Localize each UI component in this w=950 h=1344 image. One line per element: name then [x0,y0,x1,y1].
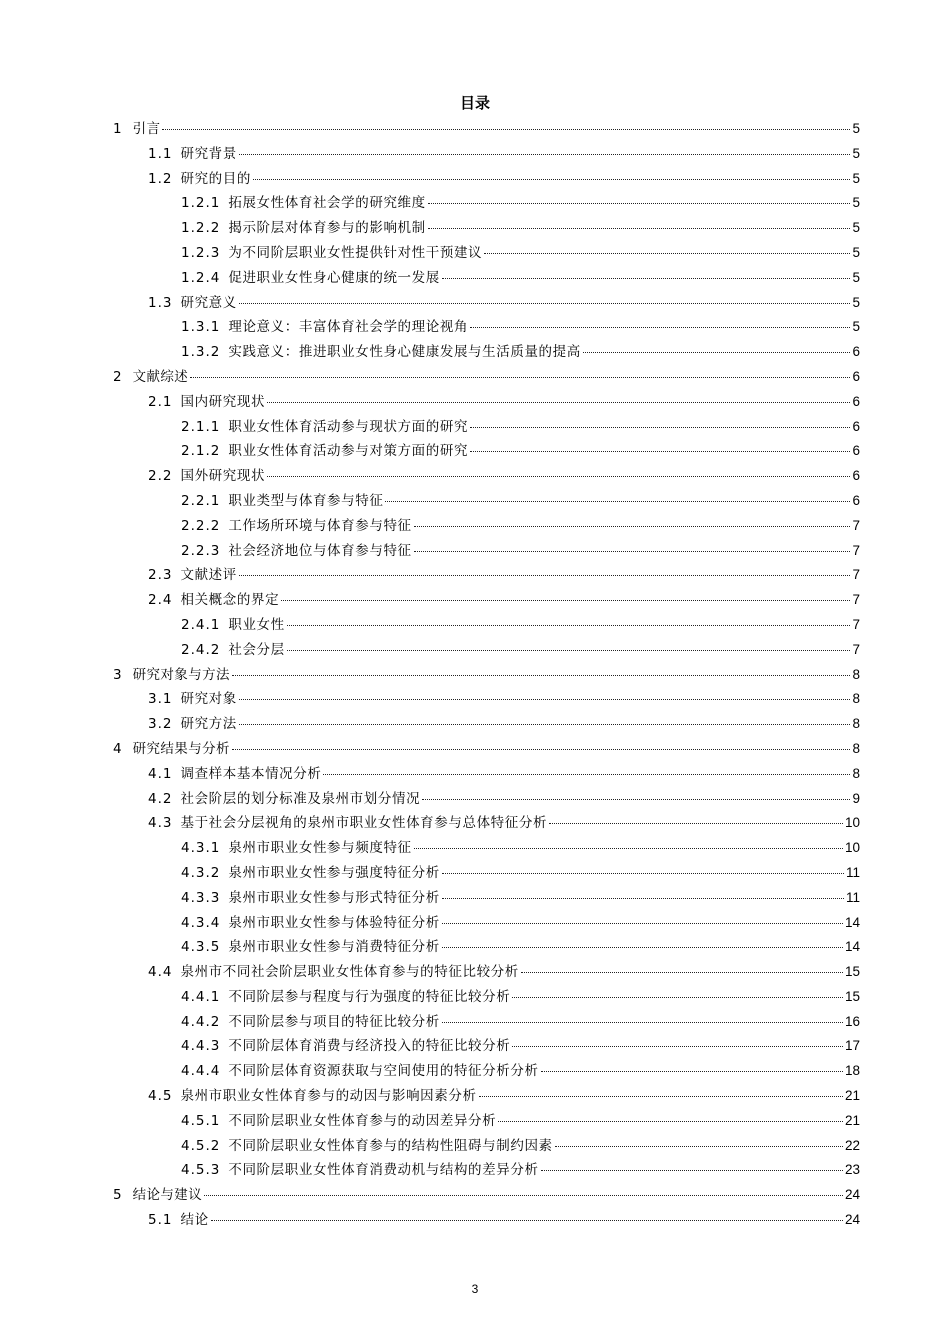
toc-entry-number: 1.2.2 [181,220,221,237]
toc-entry-number: 4.5 [148,1088,173,1105]
toc-dot-leader [498,1121,843,1122]
toc-entry-number: 1.2 [148,170,173,187]
toc-entry-number: 2.4 [148,592,173,609]
toc-entry-number: 2.3 [148,567,173,584]
toc-entry-number: 2.1.2 [181,443,221,460]
toc-entry-title: 工作场所环境与体育参与特征 [228,517,412,534]
toc-entry-title: 国外研究现状 [180,468,266,485]
toc-entry-page: 24 [844,1212,860,1228]
toc-entry-page: 8 [852,765,860,781]
toc-dot-leader [239,303,851,304]
toc-entry[interactable] [113,663,860,688]
toc-entry[interactable] [113,787,860,812]
toc-entry-number: 4.4.4 [181,1063,221,1080]
toc-entry-title: 社会阶层的划分标准及泉州市划分情况 [180,790,421,807]
toc-dot-leader [414,526,851,527]
toc-entry-page: 5 [852,244,860,260]
toc-dot-leader [470,427,850,428]
toc-entry[interactable] [113,737,860,762]
toc-entry-page: 5 [852,269,860,285]
toc-dot-leader [512,1046,843,1047]
toc-entry-page: 15 [844,988,860,1004]
toc-entry[interactable] [113,216,860,241]
toc-entry-page: 21 [844,1088,860,1104]
toc-entry-page: 6 [852,443,860,459]
toc-dot-leader [428,203,851,204]
toc-entry-page: 18 [844,1063,860,1079]
toc-entry-number: 4.5.3 [181,1162,221,1179]
toc-entry-page: 7 [852,616,860,632]
toc-entry-number: 2.4.2 [181,641,221,658]
toc-entry-page: 11 [845,889,860,905]
toc-dot-leader [323,774,850,775]
toc-entry[interactable] [113,191,860,216]
toc-entry[interactable] [113,886,860,911]
toc-entry-number: 3.2 [148,716,173,733]
toc-entry-number: 2.4.1 [181,616,221,633]
toc-entry-title: 泉州市职业女性参与强度特征分析 [228,864,440,881]
toc-entry-title: 社会分层 [228,641,285,658]
toc-entry-title: 职业女性体育活动参与现状方面的研究 [228,418,469,435]
toc-entry-title: 不同阶层职业女性体育消费动机与结构的差异分析 [228,1162,539,1179]
toc-entry-number: 4.4.1 [181,988,221,1005]
toc-entry-page: 5 [852,145,860,161]
toc-entry-title: 调查样本基本情况分析 [180,765,322,782]
toc-entry-title: 泉州市职业女性参与消费特征分析 [228,939,440,956]
toc-entry-title: 引言 [132,121,161,137]
toc-dot-leader [190,377,850,378]
toc-entry[interactable] [113,241,860,266]
toc-dot-leader [232,749,851,750]
toc-entry-page: 10 [844,815,860,831]
toc-entry-title: 泉州市职业女性参与频度特征 [228,840,412,857]
toc-entry-title: 结论 [180,1212,209,1229]
toc-entry-page: 5 [852,220,860,236]
toc-entry-title: 泉州市不同社会阶层职业女性体育参与的特征比较分析 [180,964,519,981]
toc-dot-leader [239,724,851,725]
toc-entry-number: 1.1 [148,145,173,162]
toc-entry-title: 不同阶层职业女性体育参与的结构性阻碍与制约因素 [228,1137,553,1154]
toc-dot-leader [484,253,850,254]
toc-entry-number: 4.5.1 [181,1112,221,1129]
toc-entry-number: 4.1 [148,765,173,782]
toc-entry-title: 研究结果与分析 [132,740,230,757]
toc-entry-page: 8 [852,740,860,756]
toc-dot-leader [414,848,843,849]
toc-entry-title: 泉州市职业女性参与形式特征分析 [228,889,440,906]
toc-entry-title: 不同阶层体育消费与经济投入的特征比较分析 [228,1038,511,1055]
toc-entry-page: 11 [845,864,860,880]
toc-entry[interactable] [113,117,860,142]
toc-dot-leader [267,476,850,477]
toc-entry-number: 4.3.3 [181,889,221,906]
toc-entry[interactable] [113,836,860,861]
toc-entry-page: 21 [844,1112,860,1128]
toc-entry[interactable] [113,811,860,836]
toc-entry-page: 7 [852,542,860,558]
toc-entry-page: 8 [852,716,860,732]
toc-entry[interactable] [113,390,860,415]
toc-entry-number: 1.3.2 [181,344,221,361]
toc-entry-title: 理论意义：丰富体育社会学的理论视角 [228,319,469,336]
toc-entry-number: 1.2.4 [181,269,221,286]
toc-dot-leader [162,129,850,130]
toc-entry-page: 15 [844,964,860,980]
toc-entry-page: 22 [844,1137,860,1153]
toc-dot-leader [541,1071,843,1072]
toc-dot-leader [428,228,851,229]
toc-entry[interactable] [113,1084,860,1109]
toc-dot-leader [211,1220,843,1221]
toc-dot-leader [287,625,851,626]
toc-entry-number: 5.1 [148,1212,173,1229]
toc-dot-leader [281,600,850,601]
toc-entry-number: 4.3.2 [181,864,221,881]
toc-entry-number: 3 [113,666,123,683]
toc-entry-title: 研究对象与方法 [132,666,230,683]
toc-entry[interactable] [113,514,860,539]
toc-dot-leader [521,972,843,973]
toc-entry-title: 促进职业女性身心健康的统一发展 [228,269,440,286]
toc-entry-page: 6 [852,492,860,508]
toc-entry-number: 4.4 [148,964,173,981]
toc-entry[interactable] [113,167,860,192]
toc-entry[interactable] [113,365,860,390]
toc-dot-leader [555,1146,843,1147]
toc-entry-page: 7 [852,592,860,608]
toc-dot-leader [239,699,851,700]
toc-entry[interactable] [113,935,860,960]
toc-entry-title: 泉州市职业女性参与体验特征分析 [228,914,440,931]
toc-entry-number: 2.2.2 [181,517,221,534]
toc-dot-leader [442,278,851,279]
toc-entry[interactable] [113,539,860,564]
toc-entry-page: 6 [852,368,860,384]
toc-entry-title: 研究意义 [180,294,237,311]
toc-dot-leader [470,451,850,452]
toc-entry-page: 6 [852,393,860,409]
toc-entry-number: 1 [113,121,123,137]
toc-entry-number: 4.4.2 [181,1013,221,1030]
toc-entry-page: 10 [844,840,860,856]
toc-entry[interactable] [113,464,860,489]
toc-entry-number: 3.1 [148,691,173,708]
toc-title: 目录 [459,94,490,112]
toc-entry[interactable] [113,911,860,936]
toc-entry-page: 6 [852,468,860,484]
toc-entry-number: 2.2.1 [181,492,221,509]
toc-entry[interactable] [113,291,860,316]
toc-list [113,117,860,1233]
toc-entry-number: 4.3.1 [181,840,221,857]
toc-dot-leader [442,923,843,924]
toc-dot-leader [549,823,843,824]
toc-entry[interactable] [113,1158,860,1183]
toc-entry-title: 拓展女性体育社会学的研究维度 [228,195,426,212]
toc-dot-leader [583,352,851,353]
toc-entry-title: 职业女性体育活动参与对策方面的研究 [228,443,469,460]
toc-entry-page: 5 [852,195,860,211]
toc-entry-number: 2 [113,368,123,385]
toc-entry-page: 7 [852,517,860,533]
toc-dot-leader [470,327,850,328]
toc-dot-leader [253,179,851,180]
toc-entry[interactable] [113,340,860,365]
toc-dot-leader [442,1022,843,1023]
toc-entry[interactable] [113,712,860,737]
toc-entry-title: 结论与建议 [132,1187,203,1204]
toc-entry-number: 4.3 [148,815,173,832]
toc-entry-number: 4 [113,740,123,757]
toc-dot-leader [479,1096,843,1097]
toc-entry-page: 8 [852,691,860,707]
toc-dot-leader [422,799,850,800]
toc-entry-title: 不同阶层体育资源获取与空间使用的特征分析分析 [228,1063,539,1080]
toc-entry-title: 泉州市职业女性体育参与的动因与影响因素分析 [180,1088,477,1105]
toc-entry-title: 揭示阶层对体育参与的影响机制 [228,220,426,237]
toc-dot-leader [442,898,844,899]
toc-entry-title: 职业类型与体育参与特征 [228,492,384,509]
toc-entry[interactable] [113,489,860,514]
toc-entry[interactable] [113,1034,860,1059]
toc-entry-page: 24 [844,1187,860,1203]
toc-entry-page: 7 [852,567,860,583]
toc-dot-leader [232,675,851,676]
toc-entry[interactable] [113,960,860,985]
toc-dot-leader [442,947,843,948]
toc-entry-number: 2.1.1 [181,418,221,435]
toc-entry-page: 23 [844,1162,860,1178]
toc-entry-title: 实践意义：推进职业女性身心健康发展与生活质量的提高 [228,344,581,361]
toc-entry-page: 5 [852,170,860,186]
toc-entry-number: 4.2 [148,790,173,807]
page-number: 3 [471,1282,479,1296]
toc-dot-leader [239,575,851,576]
toc-entry-number: 2.1 [148,393,173,410]
toc-entry-title: 研究的目的 [180,170,251,187]
toc-dot-leader [267,402,850,403]
toc-entry-number: 4.3.4 [181,914,221,931]
toc-entry-number: 4.4.3 [181,1038,221,1055]
toc-entry-title: 职业女性 [228,616,285,633]
toc-entry-title: 不同阶层参与项目的特征比较分析 [228,1013,440,1030]
toc-entry-title: 相关概念的界定 [180,592,280,609]
toc-entry[interactable] [113,266,860,291]
toc-entry-number: 4.3.5 [181,939,221,956]
toc-entry-number: 1.3 [148,294,173,311]
toc-entry[interactable] [113,415,860,440]
toc-entry-page: 14 [844,939,860,955]
toc-entry-title: 研究对象 [180,691,237,708]
toc-entry[interactable] [113,985,860,1010]
toc-entry[interactable] [113,638,860,663]
toc-entry-number: 2.2 [148,468,173,485]
toc-entry-title: 为不同阶层职业女性提供针对性干预建议 [228,244,483,261]
toc-dot-leader [287,650,851,651]
toc-entry-page: 9 [852,790,860,806]
toc-entry-page: 5 [852,121,860,136]
toc-dot-leader [442,873,844,874]
toc-entry-title: 基于社会分层视角的泉州市职业女性体育参与总体特征分析 [180,815,548,832]
toc-entry[interactable] [113,762,860,787]
toc-dot-leader [239,154,851,155]
toc-dot-leader [385,501,850,502]
toc-entry-title: 不同阶层职业女性体育参与的动因差异分析 [228,1112,497,1129]
toc-entry[interactable] [113,1208,860,1233]
toc-dot-leader [541,1170,843,1171]
toc-entry-page: 6 [852,418,860,434]
toc-entry-page: 5 [852,294,860,310]
toc-entry[interactable] [113,1010,860,1035]
toc-entry[interactable] [113,687,860,712]
toc-entry-page: 14 [844,914,860,930]
toc-entry[interactable] [113,439,860,464]
toc-dot-leader [512,997,843,998]
toc-entry-number: 1.3.1 [181,319,221,336]
toc-entry[interactable] [113,1134,860,1159]
toc-entry-page: 17 [844,1038,860,1054]
toc-entry-title: 社会经济地位与体育参与特征 [228,542,412,559]
toc-dot-leader [204,1195,843,1196]
toc-entry-page: 7 [852,641,860,657]
toc-entry-number: 5 [113,1187,123,1204]
toc-entry[interactable] [113,315,860,340]
toc-entry[interactable] [113,142,860,167]
toc-entry-title: 不同阶层参与程度与行为强度的特征比较分析 [228,988,511,1005]
toc-entry-page: 8 [852,666,860,682]
toc-entry-page: 5 [852,319,860,335]
toc-entry-title: 研究背景 [180,145,237,162]
toc-entry-number: 1.2.3 [181,244,221,261]
toc-entry[interactable] [113,861,860,886]
toc-entry-title: 文献综述 [132,368,189,385]
toc-entry[interactable] [113,588,860,613]
toc-entry-title: 国内研究现状 [180,393,266,410]
toc-entry-title: 文献述评 [180,567,237,584]
toc-entry-title: 研究方法 [180,716,237,733]
toc-entry-page: 6 [852,344,860,360]
toc-entry[interactable] [113,1109,860,1134]
toc-entry-number: 1.2.1 [181,195,221,212]
toc-entry[interactable] [113,1059,860,1084]
toc-entry[interactable] [113,613,860,638]
toc-entry-number: 4.5.2 [181,1137,221,1154]
toc-entry[interactable] [113,563,860,588]
toc-entry[interactable] [113,1183,860,1208]
toc-dot-leader [414,551,851,552]
toc-entry-page: 16 [844,1013,860,1029]
toc-entry-number: 2.2.3 [181,542,221,559]
